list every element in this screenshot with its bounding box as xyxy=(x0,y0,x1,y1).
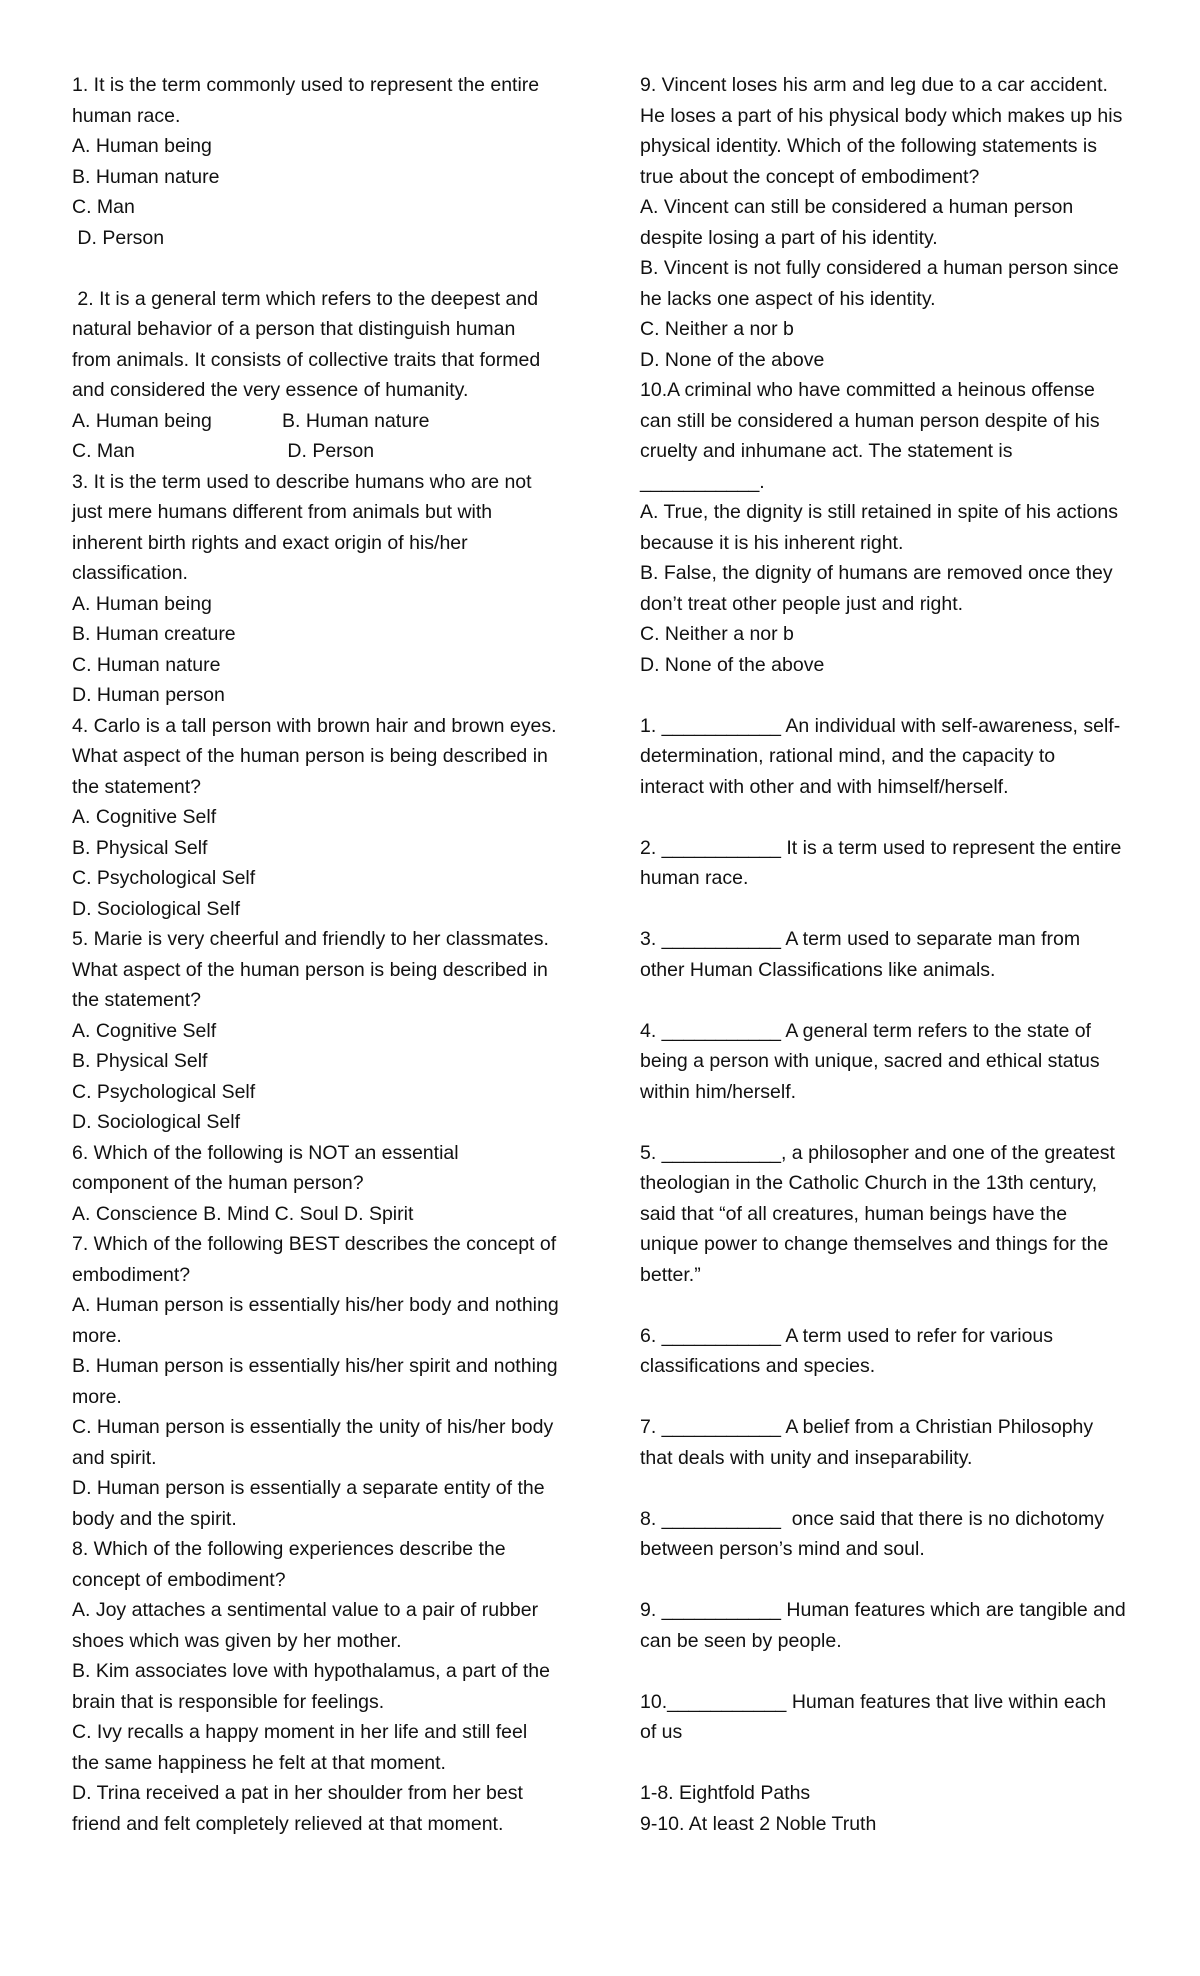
spacer xyxy=(640,1748,1140,1779)
option: B. Kim associates love with hypothalamus, a part of the xyxy=(72,1660,550,1682)
footer-note: 1-8. Eightfold Paths xyxy=(640,1782,811,1804)
fill-item-4 xyxy=(640,1016,1140,1108)
fill-item-5 xyxy=(640,1138,1140,1291)
question-text: 6. Which of the following is NOT an essential xyxy=(72,1141,459,1164)
question-text: embodiment? xyxy=(72,1263,191,1286)
question-text: the statement? xyxy=(72,989,201,1011)
fill-text: 1. ___________ An individual with self-awareness, self- xyxy=(640,714,1121,737)
option: C. Human person is essentially the unity of his/her body xyxy=(72,1416,554,1438)
option: B. Human creature xyxy=(72,623,236,645)
fill-text: theologian in the Catholic Church in the 13th century, xyxy=(640,1172,1098,1194)
option: D. Sociological Self xyxy=(72,1111,240,1133)
option: A. Human being xyxy=(72,409,212,432)
fill-text: human race. xyxy=(640,867,749,889)
option: B. Vincent is not fully considered a human person since xyxy=(640,257,1119,279)
question-3 xyxy=(72,467,572,711)
option: D. Person xyxy=(72,226,165,249)
question-9 xyxy=(640,70,1140,375)
fill-item-6 xyxy=(640,1321,1140,1382)
option: D. Human person is essentially a separate entity of the xyxy=(72,1477,545,1499)
question-text: 8. Which of the following experiences describe the xyxy=(72,1538,506,1560)
question-text: 4. Carlo is a tall person with brown hair and brown eyes. xyxy=(72,714,557,737)
fill-text: within him/herself. xyxy=(640,1080,797,1103)
option: C. Ivy recalls a happy moment in her life and still feel xyxy=(72,1721,528,1743)
option: A. Human person is essentially his/her body and nothing xyxy=(72,1294,559,1316)
fill-text: better.” xyxy=(640,1263,701,1286)
option-row xyxy=(72,406,572,437)
option: C. Psychological Self xyxy=(72,1080,256,1103)
option: A. Human being xyxy=(72,592,212,615)
spacer xyxy=(640,1565,1140,1596)
option: B. Human nature xyxy=(72,165,220,188)
question-text: can still be considered a human person despite of his xyxy=(640,409,1100,432)
fill-item-3 xyxy=(640,924,1140,985)
question-text: 5. Marie is very cheerful and friendly to her classmates. xyxy=(72,928,549,950)
question-text: ___________. xyxy=(640,470,765,493)
fill-text: said that “of all creatures, human beings have the xyxy=(640,1202,1068,1225)
fill-text: classifications and species. xyxy=(640,1355,876,1377)
fill-item-8 xyxy=(640,1504,1140,1565)
question-7 xyxy=(72,1229,572,1534)
option: A. True, the dignity is still retained in spite of his actions xyxy=(640,501,1118,523)
option: body and the spirit. xyxy=(72,1507,237,1530)
question-text: 1. It is the term commonly used to represent the entire xyxy=(72,74,540,96)
option: D. Human person xyxy=(72,684,225,706)
question-text: What aspect of the human person is being described in xyxy=(72,745,548,767)
option: C. Neither a nor b xyxy=(640,318,794,340)
question-8 xyxy=(72,1534,572,1839)
question-6 xyxy=(72,1138,572,1230)
option: more. xyxy=(72,1324,122,1347)
fill-text: 5. ___________, a philosopher and one of the greatest xyxy=(640,1141,1115,1164)
question-text: the statement? xyxy=(72,775,201,798)
fill-text: other Human Classifications like animals. xyxy=(640,958,996,981)
option: A. Cognitive Self xyxy=(72,1019,217,1042)
question-text: 7. Which of the following BEST describes the concept of xyxy=(72,1233,557,1255)
footer-notes xyxy=(640,1778,1140,1839)
option: because it is his inherent right. xyxy=(640,531,904,554)
spacer xyxy=(640,802,1140,833)
option: more. xyxy=(72,1385,122,1408)
question-text: What aspect of the human person is being described in xyxy=(72,958,548,981)
option: C. Neither a nor b xyxy=(640,623,794,645)
fill-item-9 xyxy=(640,1595,1140,1656)
question-text: 9. Vincent loses his arm and leg due to a car accident. xyxy=(640,74,1108,96)
spacer xyxy=(640,985,1140,1016)
option: D. None of the above xyxy=(640,653,825,676)
fill-text: being a person with unique, sacred and ethical status xyxy=(640,1050,1100,1072)
option: and spirit. xyxy=(72,1446,157,1469)
option: C. Psychological Self xyxy=(72,867,256,889)
question-1 xyxy=(72,70,572,253)
fill-text: 9. ___________ Human features which are tangible and xyxy=(640,1599,1126,1621)
option: D. Person xyxy=(282,440,375,462)
question-5 xyxy=(72,924,572,1138)
spacer xyxy=(640,894,1140,925)
option: A. Joy attaches a sentimental value to a pair of rubber xyxy=(72,1599,539,1621)
left-column xyxy=(72,70,572,1839)
option-row xyxy=(72,436,572,467)
option: A. Conscience B. Mind C. Soul D. Spirit xyxy=(72,1202,414,1225)
question-text: 2. It is a general term which refers to the deepest and xyxy=(72,287,539,310)
option: B. Human nature xyxy=(282,409,430,432)
question-text: from animals. It consists of collective traits that formed xyxy=(72,348,541,371)
question-4 xyxy=(72,711,572,925)
fill-text: can be seen by people. xyxy=(640,1629,842,1652)
fill-text: 6. ___________ A term used to refer for various xyxy=(640,1324,1054,1347)
right-column xyxy=(640,70,1140,1839)
fill-text: of us xyxy=(640,1721,683,1743)
spacer xyxy=(640,1290,1140,1321)
question-2 xyxy=(72,284,572,467)
fill-text: between person’s mind and soul. xyxy=(640,1538,925,1560)
fill-item-1 xyxy=(640,711,1140,803)
option: despite losing a part of his identity. xyxy=(640,226,938,249)
spacer xyxy=(640,1473,1140,1504)
fill-text: that deals with unity and inseparability. xyxy=(640,1446,973,1469)
question-text: component of the human person? xyxy=(72,1172,364,1194)
question-text: classification. xyxy=(72,562,188,584)
option: shoes which was given by her mother. xyxy=(72,1629,402,1652)
option: C. Man xyxy=(72,440,135,462)
question-10 xyxy=(640,375,1140,680)
fill-text: 7. ___________ A belief from a Christian Philosophy xyxy=(640,1416,1094,1438)
question-text: concept of embodiment? xyxy=(72,1568,286,1591)
option: B. Physical Self xyxy=(72,1050,208,1072)
spacer xyxy=(640,1107,1140,1138)
fill-item-2 xyxy=(640,833,1140,894)
option: B. Physical Self xyxy=(72,836,208,859)
fill-text: 2. ___________ It is a term used to represent the entire xyxy=(640,836,1122,859)
option: A. Human being xyxy=(72,135,212,157)
question-text: He loses a part of his physical body which makes up his xyxy=(640,104,1123,127)
option: brain that is responsible for feelings. xyxy=(72,1690,385,1713)
option: don’t treat other people just and right. xyxy=(640,592,964,615)
option: D. None of the above xyxy=(640,348,825,371)
option: D. Sociological Self xyxy=(72,897,240,920)
option: D. Trina received a pat in her shoulder from her best xyxy=(72,1782,523,1804)
option: the same happiness he felt at that moment. xyxy=(72,1751,446,1774)
fill-text: interact with other and with himself/herself. xyxy=(640,775,1009,798)
option: B. Human person is essentially his/her spirit and nothing xyxy=(72,1355,558,1377)
spacer xyxy=(72,253,572,284)
question-text: physical identity. Which of the following statements is xyxy=(640,135,1098,157)
question-text: human race. xyxy=(72,104,181,127)
fill-text: determination, rational mind, and the capacity to xyxy=(640,745,1056,767)
question-text: and considered the very essence of humanity. xyxy=(72,379,469,401)
question-text: natural behavior of a person that distinguish human xyxy=(72,318,516,340)
fill-item-10 xyxy=(640,1687,1140,1748)
footer-note: 9-10. At least 2 Noble Truth xyxy=(640,1812,877,1835)
question-text: just mere humans different from animals but with xyxy=(72,501,493,523)
fill-text: unique power to change themselves and things for the xyxy=(640,1233,1109,1255)
question-text: 3. It is the term used to describe humans who are not xyxy=(72,470,532,493)
fill-text: 8. ___________ once said that there is no dichotomy xyxy=(640,1507,1104,1530)
option: A. Cognitive Self xyxy=(72,806,217,828)
question-text: true about the concept of embodiment? xyxy=(640,165,980,188)
fill-text: 10.___________ Human features that live within each xyxy=(640,1690,1107,1713)
fill-text: 4. ___________ A general term refers to the state of xyxy=(640,1019,1091,1042)
spacer xyxy=(640,680,1140,711)
spacer xyxy=(640,1382,1140,1413)
fill-text: 3. ___________ A term used to separate man from xyxy=(640,928,1081,950)
question-text: inherent birth rights and exact origin of his/her xyxy=(72,531,468,554)
option: C. Man xyxy=(72,196,135,218)
option: C. Human nature xyxy=(72,653,221,676)
fill-item-7 xyxy=(640,1412,1140,1473)
question-text: 10.A criminal who have committed a heinous offense xyxy=(640,379,1095,401)
option: friend and felt completely relieved at that moment. xyxy=(72,1812,504,1835)
option: he lacks one aspect of his identity. xyxy=(640,287,936,310)
option: A. Vincent can still be considered a human person xyxy=(640,196,1074,218)
question-text: cruelty and inhumane act. The statement is xyxy=(640,440,1013,462)
option: B. False, the dignity of humans are removed once they xyxy=(640,562,1113,584)
spacer xyxy=(640,1656,1140,1687)
